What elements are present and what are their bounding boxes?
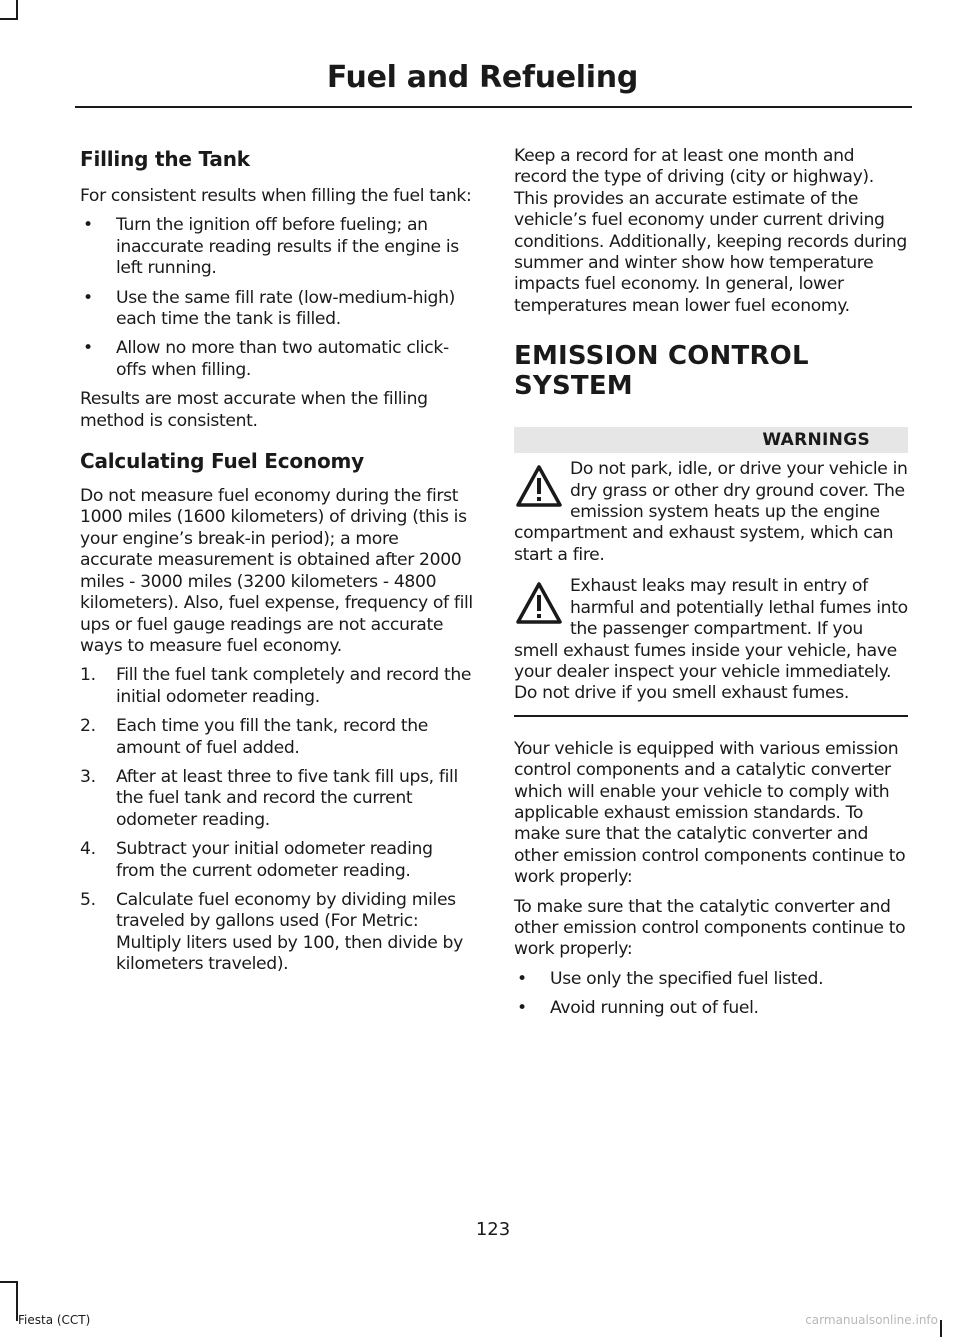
list-item-text: Turn the ignition off before fueling; an inaccurate reading results if the engine is left running. [116, 215, 459, 279]
list-item-text: Use only the specified fuel listed. [550, 968, 824, 989]
page-number: 123 [475, 1219, 511, 1240]
bullet-marker: • [517, 968, 527, 989]
watermark: carmanualsonline.info [805, 1313, 938, 1327]
list-item [80, 288, 476, 331]
make-sure-paragraph: To make sure that the catalytic converter and other emission control components continue to work properly: [514, 896, 906, 960]
list-item [514, 969, 908, 990]
list-item-text: Avoid running out of fuel. [550, 998, 759, 1019]
list-item-text: Allow no more than two automatic click-offs when filling. [116, 338, 449, 380]
list-item [80, 767, 476, 831]
calc-steps-list [80, 665, 476, 975]
crop-mark-top-left [16, 0, 18, 20]
list-item-text: Use the same fill rate (low-medium-high) each time the tank is filled. [116, 287, 455, 330]
warning-text: Exhaust leaks may result in entry of harmful and potentially lethal fumes into the passenger compartment. If you smell exhaust fumes inside your vehicle, have your dealer inspect your vehicle immediately. Do not drive if you smell exhaust fumes. [514, 576, 908, 704]
warnings-label: WARNINGS [514, 427, 908, 453]
warning-item [514, 459, 908, 566]
list-item [80, 338, 476, 381]
crop-mark-bottom-right [940, 1320, 942, 1337]
emission-section-title: EMISSION CONTROL SYSTEM [514, 341, 809, 402]
list-item [80, 665, 476, 708]
warnings-divider [514, 715, 908, 717]
calc-intro: Do not measure fuel economy during the first 1000 miles (1600 kilometers) of driving (this is your engine’s break-in period); a more accurate measurement is obtained after 2000 miles - 3000 miles (3200 kilometers - 4800 kilometers). Also, fuel expense, frequency of fill ups or fuel gauge readings are not accurate ways to measure fuel economy. [80, 486, 473, 656]
left-column [80, 146, 476, 984]
step-text: Each time you fill the tank, record the amount of fuel added. [116, 716, 429, 758]
warning-text: Do not park, idle, or drive your vehicle in dry grass or other dry ground cover. The emission system heats up the engine compartment and exhaust system, which can start a fire. [514, 459, 908, 565]
record-paragraph: Keep a record for at least one month and record the type of driving (city or highway). This provides an accurate estimate of the vehicle’s fuel economy under current driving conditions. Additionally, keeping records during summer and winter show how temperature impacts fuel economy. In general, lower temperatures mean lower fuel economy. [514, 146, 907, 316]
step-number: 2. [80, 716, 96, 737]
list-item [80, 890, 476, 976]
filling-bullet-list [80, 215, 476, 381]
emission-bullet-list [514, 969, 908, 1020]
bullet-marker: • [83, 215, 93, 236]
step-text: Fill the fuel tank completely and record the initial odometer reading. [116, 665, 472, 707]
calc-heading: Calculating Fuel Economy [80, 449, 365, 474]
bullet-marker: • [83, 287, 93, 308]
bullet-marker: • [517, 998, 527, 1019]
list-item [80, 716, 476, 759]
step-number: 5. [80, 889, 96, 910]
equipped-paragraph: Your vehicle is equipped with various emission control components and a catalytic converter which will enable your vehicle to comply with applicable exhaust emission standards. To make sure that the catalytic converter and other emission control components continue to work properly: [514, 738, 906, 888]
bullet-marker: • [83, 338, 93, 359]
footer-model: Fiesta (CCT) [18, 1313, 91, 1327]
step-number: 4. [80, 839, 96, 860]
filling-heading: Filling the Tank [80, 147, 250, 171]
warning-item [514, 576, 908, 704]
list-item [80, 215, 476, 279]
page-header-title: Fuel and Refueling [326, 60, 638, 95]
step-text: Calculate fuel economy by dividing miles traveled by gallons used (For Metric: Multiply liters used by 100, then divide by kilometers traveled). [116, 889, 463, 975]
step-number: 3. [80, 766, 96, 787]
crop-mark-top-left-h [0, 18, 18, 20]
step-text: After at least three to five tank fill ups, fill the fuel tank and record the current odometer reading. [116, 766, 458, 830]
header-divider [75, 106, 912, 108]
filling-outro: Results are most accurate when the filling method is consistent. [80, 389, 428, 431]
warning-triangle-icon [514, 463, 564, 509]
list-item [514, 998, 908, 1019]
step-number: 1. [80, 665, 96, 686]
step-text: Subtract your initial odometer reading from the current odometer reading. [116, 839, 433, 881]
right-column [514, 146, 908, 1028]
warning-triangle-icon [514, 580, 564, 626]
list-item [80, 839, 476, 882]
filling-intro: For consistent results when filling the fuel tank: [80, 186, 472, 206]
